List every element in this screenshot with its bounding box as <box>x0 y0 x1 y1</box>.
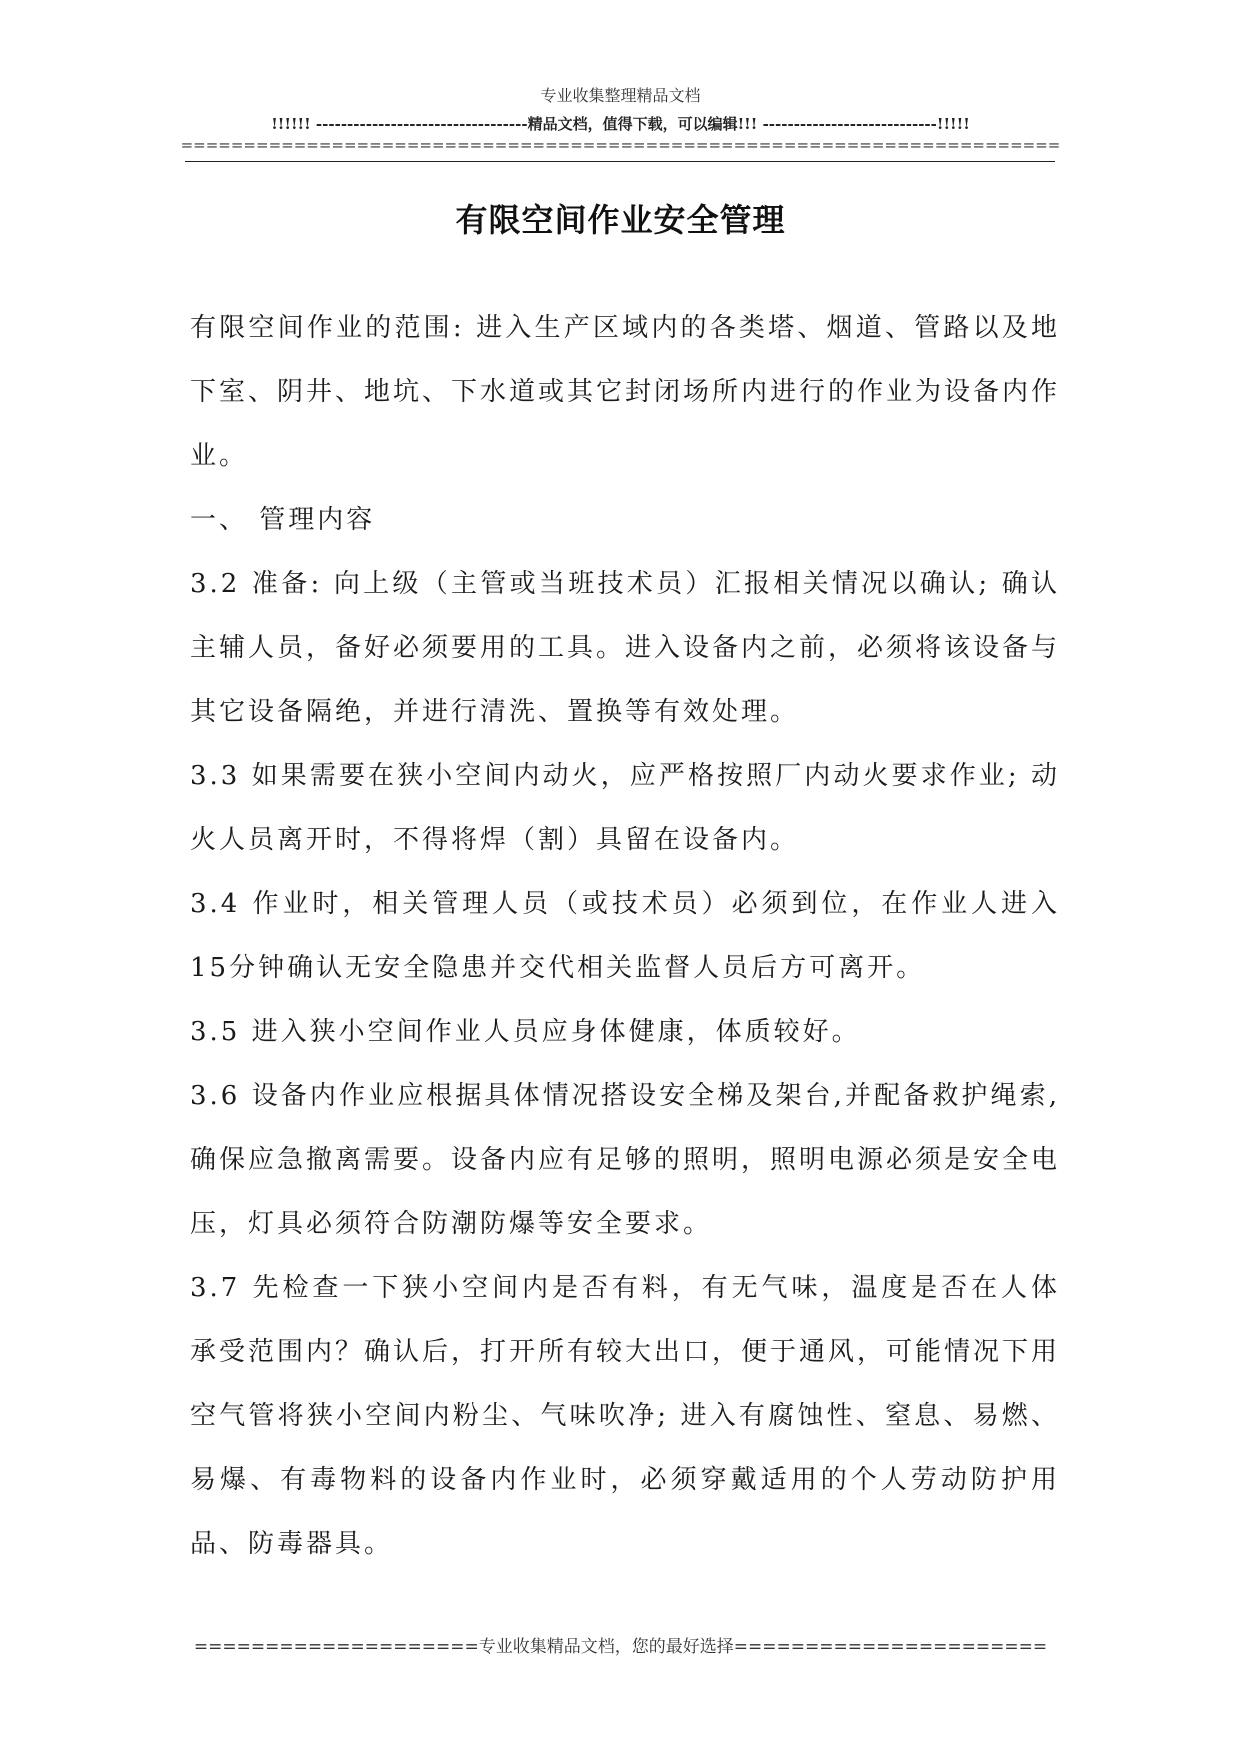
header-line-3: ====================================================================== <box>180 136 1061 154</box>
paragraph-3-4: 3.4 作业时，相关管理人员（或技术员）必须到位，在作业人进入15分钟确认无安全隐患并交代相关监督人员后方可离开。 <box>190 889 1060 983</box>
header-line-1: 专业收集整理精品文档 <box>540 86 701 105</box>
header-line-2: !!!!!! ----------------------------------精品文档，值得下载，可以编辑!!! ----------------------------!!!!! <box>271 115 970 133</box>
paragraph-scope: 有限空间作业的范围: 进入生产区域内的各类塔、烟道、管路以及地下室、阴井、地坑、下水道或其它封闭场所内进行的作业为设备内作业。 <box>190 313 1061 471</box>
document-title: 有限空间作业安全管理 <box>455 201 786 239</box>
page-footer: ====================专业收集精品文档，您的最好选择====================== <box>193 1637 1048 1657</box>
paragraph-3-5: 3.5 进入狭小空间作业人员应身体健康，体质较好。 <box>190 1017 861 1047</box>
paragraph-3-6: 3.6 设备内作业应根据具体情况搭设安全梯及架台,并配备救护绳索,确保应急撤离需要。设备内应有足够的照明，照明电源必须是安全电压，灯具必须符合防潮防爆等安全要求。 <box>190 1081 1061 1239</box>
paragraph-3-3: 3.3 如果需要在狭小空间内动火，应严格按照厂内动火要求作业; 动火人员离开时，不得将焊（割）具留在设备内。 <box>190 761 1060 855</box>
document-body <box>190 296 1060 1576</box>
paragraph-3-7: 3.7 先检查一下狭小空间内是否有料，有无气味，温度是否在人体承受范围内？确认后，打开所有较大出口，便于通风，可能情况下用空气管将狭小空间内粉尘、气味吹净; 进入有腐蚀性、窒息、易燃、易爆、有毒物料的设备内作业时，必须穿戴适用的个人劳动防护用品、防毒器具。 <box>190 1273 1061 1559</box>
section-heading: 一、 管理内容 <box>190 505 376 535</box>
paragraph-3-2: 3.2 准备: 向上级（主管或当班技术员）汇报相关情况以确认; 确认主辅人员，备好必须要用的工具。进入设备内之前，必须将该设备与其它设备隔绝，并进行清洗、置换等有效处理。 <box>190 569 1061 727</box>
header-divider <box>185 161 1055 162</box>
